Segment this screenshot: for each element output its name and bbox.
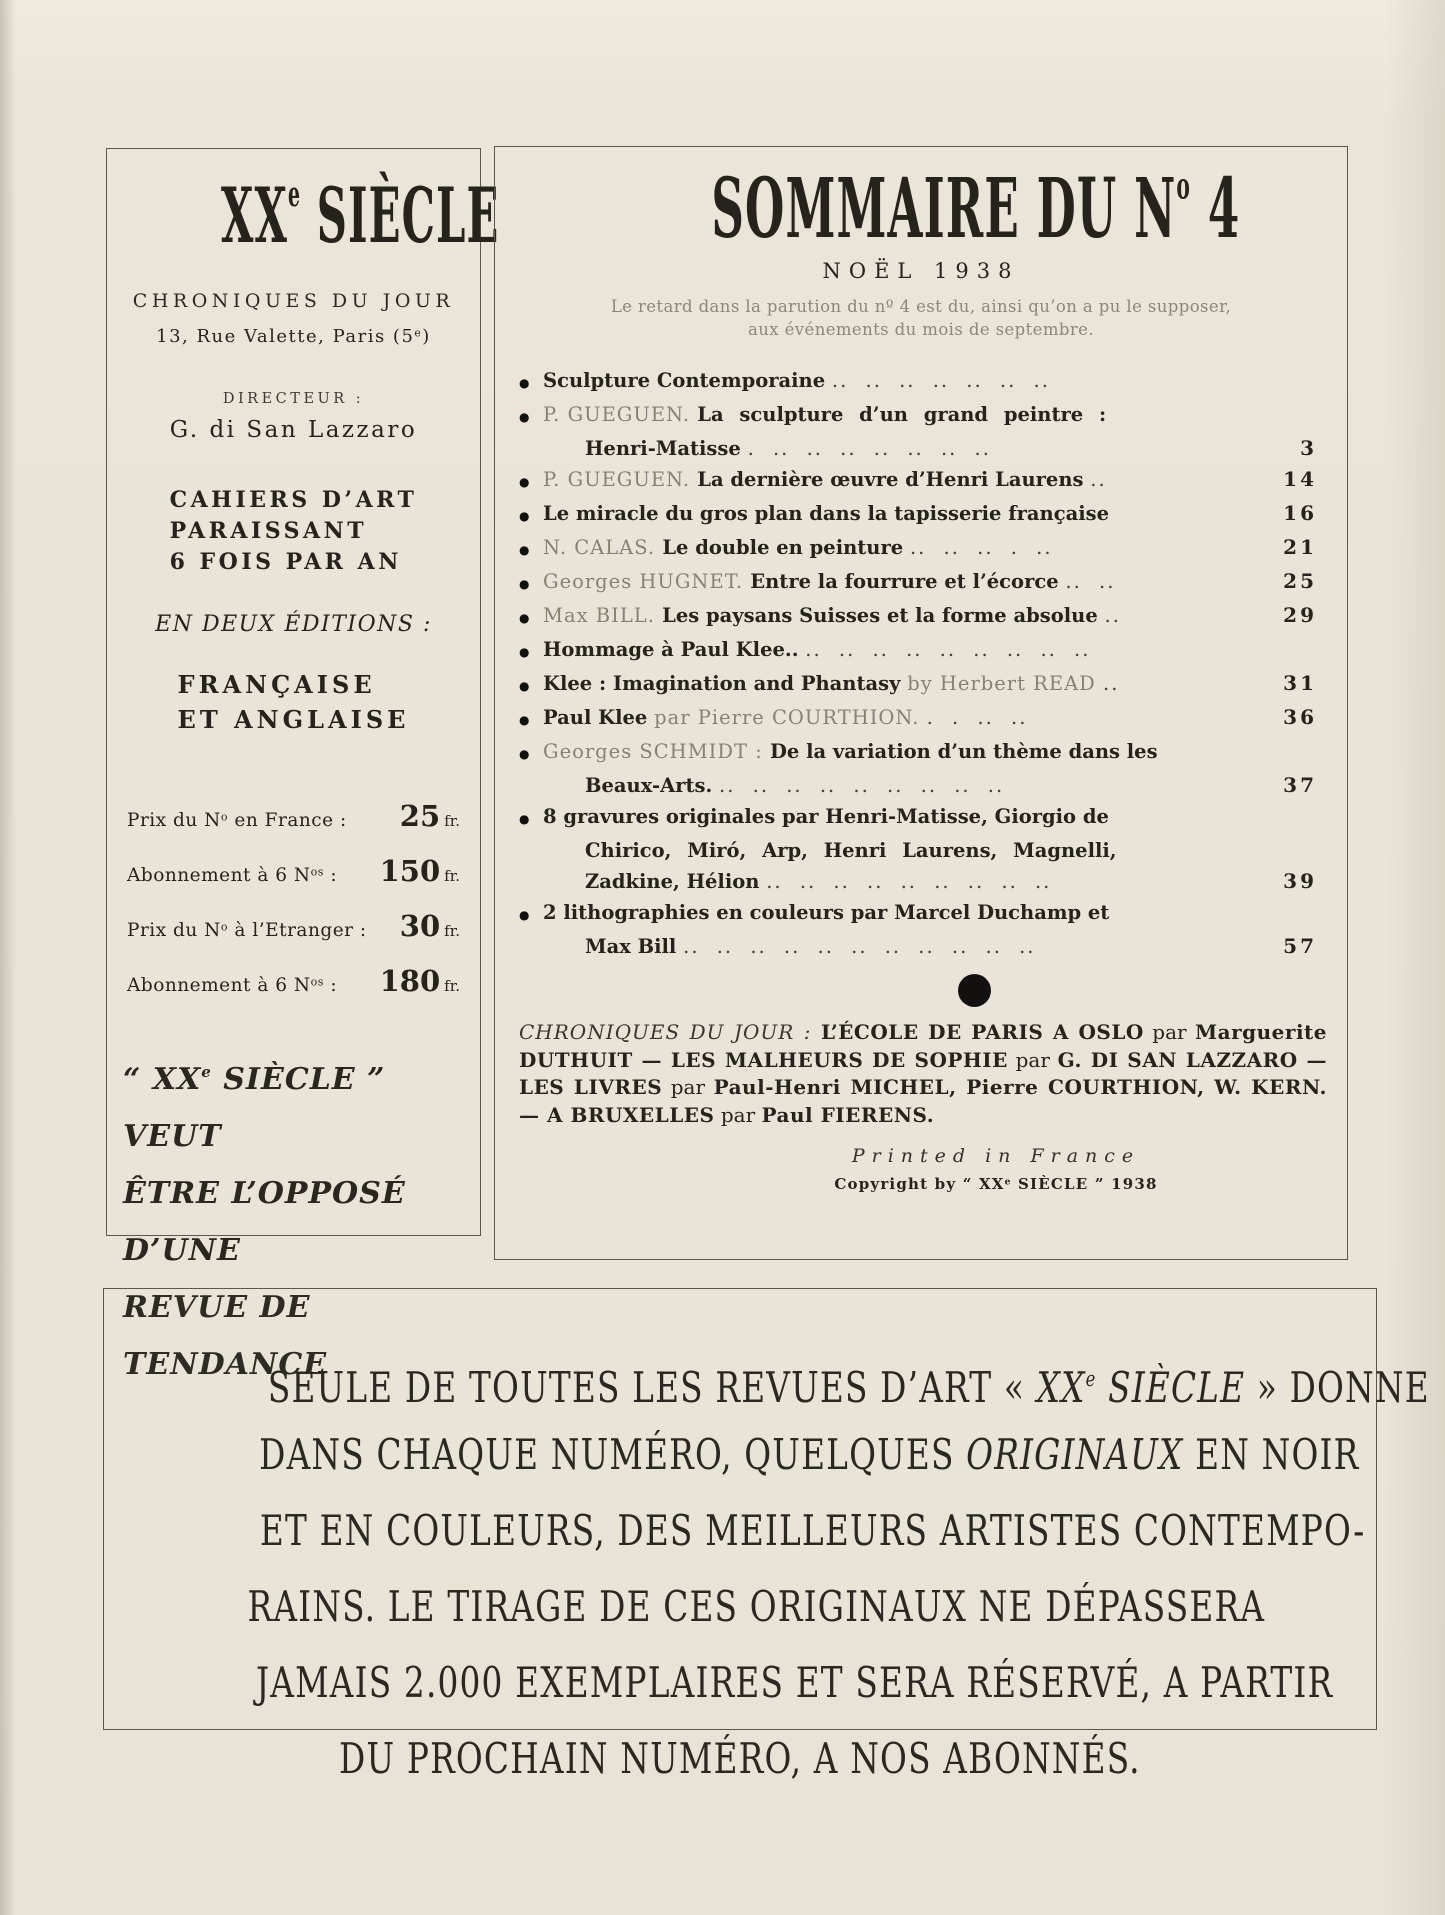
toc-page-number: 31 bbox=[1283, 671, 1317, 695]
editorial-note-line: Le retard dans la parution du nº 4 est du, ainsi qu’on a pu le supposer, bbox=[610, 297, 1232, 316]
toc-item-text: Sculpture Contemporaine .. .. .. .. .. .. .. bbox=[543, 369, 1050, 392]
price-row bbox=[127, 964, 460, 998]
banner-line-text: ET EN COULEURS, DES MEILLEURS ARTISTES CONTEMPO- bbox=[259, 1506, 1366, 1555]
publisher-name: CHRONIQUES DU JOUR bbox=[132, 290, 455, 312]
toc-item-text: P. GUEGUEN. La sculpture d’un grand peintre : bbox=[543, 403, 1107, 426]
banner-line-text: DU PROCHAIN NUMÉRO, A NOS ABONNÉS. bbox=[339, 1734, 1141, 1783]
toc-item-text: Chirico, Miró, Arp, Henri Laurens, Magnelli, bbox=[585, 839, 1117, 862]
frequency-line: CAHIERS D’ART bbox=[169, 487, 418, 513]
toc-page-number: 29 bbox=[1283, 603, 1317, 627]
bullet-icon: ● bbox=[519, 509, 530, 523]
banner-text bbox=[104, 1341, 1430, 1797]
toc-item-text: Zadkine, Hélion .. .. .. .. .. .. .. .. .. bbox=[585, 870, 1052, 893]
issue-date: NOËL 1938 bbox=[822, 259, 1020, 283]
toc-item-text: Paul Klee par Pierre COURTHION. . . .. .. bbox=[543, 706, 1028, 729]
toc-item-line bbox=[519, 897, 1317, 931]
toc-item-line bbox=[519, 532, 1317, 566]
sommaire-list bbox=[495, 365, 1347, 962]
bullet-icon: ● bbox=[519, 713, 530, 727]
banner-line bbox=[104, 1341, 1430, 1417]
toc-page-number: 14 bbox=[1283, 467, 1317, 491]
banner-line bbox=[104, 1721, 1376, 1797]
sommaire-title: SOMMAIRE DU $N^o$ 4 bbox=[711, 161, 1241, 257]
toc-item-text: Klee : Imagination and Phantasy by Herbert READ .. bbox=[543, 672, 1120, 695]
toc-page-number: 36 bbox=[1283, 705, 1317, 729]
bullet-icon: ● bbox=[519, 645, 530, 659]
toc-item-text: N. CALAS. Le double en peinture .. .. .. . .. bbox=[543, 536, 1053, 559]
toc-item-line bbox=[519, 668, 1317, 702]
toc-page-number: 16 bbox=[1283, 501, 1317, 525]
banner-line-text: JAMAIS 2.000 EXEMPLAIRES ET SERA RÉSERVÉ, A PARTIR bbox=[255, 1658, 1334, 1707]
price-list bbox=[107, 799, 480, 998]
bullet-icon: ● bbox=[519, 679, 530, 693]
bullet-icon: ● bbox=[519, 376, 530, 390]
toc-page-number: 25 bbox=[1283, 569, 1317, 593]
toc-item-text: Beaux-Arts. .. .. .. .. .. .. .. .. .. bbox=[585, 774, 1005, 797]
price-label: Abonnement à 6 $N^{os}$ : bbox=[127, 865, 338, 886]
bullet-icon: ● bbox=[519, 812, 530, 826]
bullet-icon: ● bbox=[519, 908, 530, 922]
toc-item-line bbox=[519, 702, 1317, 736]
price-label: Prix du $N^o$ à l’Etranger : bbox=[127, 920, 367, 941]
toc-item-line bbox=[519, 801, 1317, 835]
imprint-block bbox=[495, 1145, 1347, 1193]
toc-item-line bbox=[519, 835, 1317, 866]
toc-item-line bbox=[519, 464, 1317, 498]
edition-line: FRANÇAISE bbox=[177, 670, 376, 699]
slogan-line: REVUE DE TENDANCE bbox=[123, 1290, 328, 1382]
bullet-icon: ● bbox=[519, 747, 530, 761]
printed-in-france: Printed in France bbox=[851, 1145, 1141, 1167]
dot-ornament-icon bbox=[958, 974, 991, 1007]
toc-item-line bbox=[519, 931, 1317, 962]
toc-page-number: 57 bbox=[1283, 934, 1317, 958]
toc-item-text: Henri-Matisse . .. .. .. .. .. .. .. bbox=[585, 437, 991, 460]
frequency-block bbox=[170, 485, 418, 578]
toc-item-text: Max BILL. Les paysans Suisses et la forme absolue .. bbox=[543, 604, 1121, 627]
price-value: 150 fr. bbox=[379, 854, 460, 888]
toc-item-text: Max Bill .. .. .. .. .. .. .. .. .. .. .. bbox=[585, 935, 1036, 958]
banner-line bbox=[104, 1417, 1376, 1493]
toc-page-number: 39 bbox=[1283, 869, 1317, 893]
toc-item-text: Hommage à Paul Klee.. .. .. .. .. .. .. .. .. .. bbox=[543, 638, 1091, 661]
slogan-line: ÊTRE L’OPPOSÉ D’UNE bbox=[123, 1176, 406, 1268]
editions-block bbox=[178, 667, 410, 737]
toc-item-text: P. GUEGUEN. La dernière œuvre d’Henri Laurens .. bbox=[543, 468, 1107, 491]
price-row bbox=[127, 854, 460, 888]
toc-item-line bbox=[519, 498, 1317, 532]
toc-page-number: 21 bbox=[1283, 535, 1317, 559]
toc-item-line bbox=[519, 866, 1317, 897]
price-value: 25 fr. bbox=[399, 799, 460, 833]
masthead-title: XXe SIÈCLE bbox=[220, 171, 500, 260]
publisher-address: 13, Rue Valette, Paris (5e) bbox=[156, 326, 431, 347]
frequency-line: 6 FOIS PAR AN bbox=[169, 549, 402, 575]
toc-item-line bbox=[519, 600, 1317, 634]
toc-item-line bbox=[519, 433, 1317, 464]
copyright-line: Copyright by “ XXe SIÈCLE ” 1938 bbox=[834, 1175, 1158, 1193]
banner-line bbox=[104, 1569, 1376, 1645]
toc-item-text: Georges HUGNET. Entre la fourrure et l’écorce .. .. bbox=[543, 570, 1116, 593]
price-value: 180 fr. bbox=[379, 964, 460, 998]
toc-page-number: 3 bbox=[1300, 436, 1317, 460]
masthead-panel bbox=[106, 148, 500, 1382]
bullet-icon: ● bbox=[519, 410, 530, 424]
editorial-note-line: aux événements du mois de septembre. bbox=[748, 320, 1094, 339]
editions-label: EN DEUX ÉDITIONS : bbox=[155, 612, 432, 637]
subscription-banner bbox=[103, 1288, 1430, 1783]
bullet-icon: ● bbox=[519, 577, 530, 591]
toc-item-line bbox=[519, 365, 1317, 399]
price-row bbox=[127, 909, 460, 943]
toc-item-text: Le miracle du gros plan dans la tapisserie française bbox=[543, 502, 1110, 525]
sommaire-header bbox=[495, 147, 1347, 257]
toc-item-text: Georges SCHMIDT : De la variation d’un thème dans les bbox=[543, 740, 1158, 763]
banner-line-text: RAINS. LE TIRAGE DE CES ORIGINAUX NE DÉPASSERA bbox=[247, 1582, 1266, 1631]
editorial-note bbox=[495, 295, 1347, 341]
director-label: DIRECTEUR : bbox=[222, 391, 365, 407]
toc-item-line bbox=[519, 770, 1317, 801]
bullet-icon: ● bbox=[519, 611, 530, 625]
chroniques-paragraph: CHRONIQUES DU JOUR : L’ÉCOLE DE PARIS A OSLO par Marguerite DUTHUIT — LES MALHEURS DE SOPHIE par G. DI SAN LAZZARO — LES LIVRES par Paul-Henri MICHEL, Pierre COURTHION, W. KERN. — A BRUXELLES par Paul FIERENS. bbox=[519, 1020, 1327, 1127]
price-label: Prix du $N^o$ en France : bbox=[127, 810, 347, 831]
slogan-line: “ XXe SIÈCLE ” VEUT bbox=[123, 1062, 386, 1154]
toc-page-number: 37 bbox=[1283, 773, 1317, 797]
frequency-line: PARAISSANT bbox=[169, 518, 368, 544]
toc-item-line bbox=[519, 634, 1317, 668]
bullet-icon: ● bbox=[519, 543, 530, 557]
toc-item-line bbox=[519, 736, 1317, 770]
banner-line-text: DANS CHAQUE NUMÉRO, QUELQUES ORIGINAUX EN NOIR bbox=[259, 1430, 1360, 1479]
director-name: G. di San Lazzaro bbox=[169, 417, 418, 443]
price-row bbox=[127, 799, 460, 833]
toc-item-line bbox=[519, 399, 1317, 433]
toc-item-line bbox=[519, 566, 1317, 600]
edition-line: ET ANGLAISE bbox=[177, 705, 410, 734]
banner-line bbox=[104, 1493, 1376, 1569]
price-value: 30 fr. bbox=[399, 909, 460, 943]
price-label: Abonnement à 6 $N^{os}$ : bbox=[127, 975, 338, 996]
toc-item-text: 2 lithographies en couleurs par Marcel Duchamp et bbox=[543, 901, 1110, 924]
sommaire-panel bbox=[494, 146, 1348, 1260]
banner-line bbox=[104, 1645, 1376, 1721]
bullet-icon: ● bbox=[519, 475, 530, 489]
toc-item-text: 8 gravures originales par Henri-Matisse, Giorgio de bbox=[543, 805, 1109, 828]
banner-line-text: SEULE DE TOUTES LES REVUES D’ART « XXe SIÈCLE » DONNE bbox=[267, 1362, 1430, 1412]
